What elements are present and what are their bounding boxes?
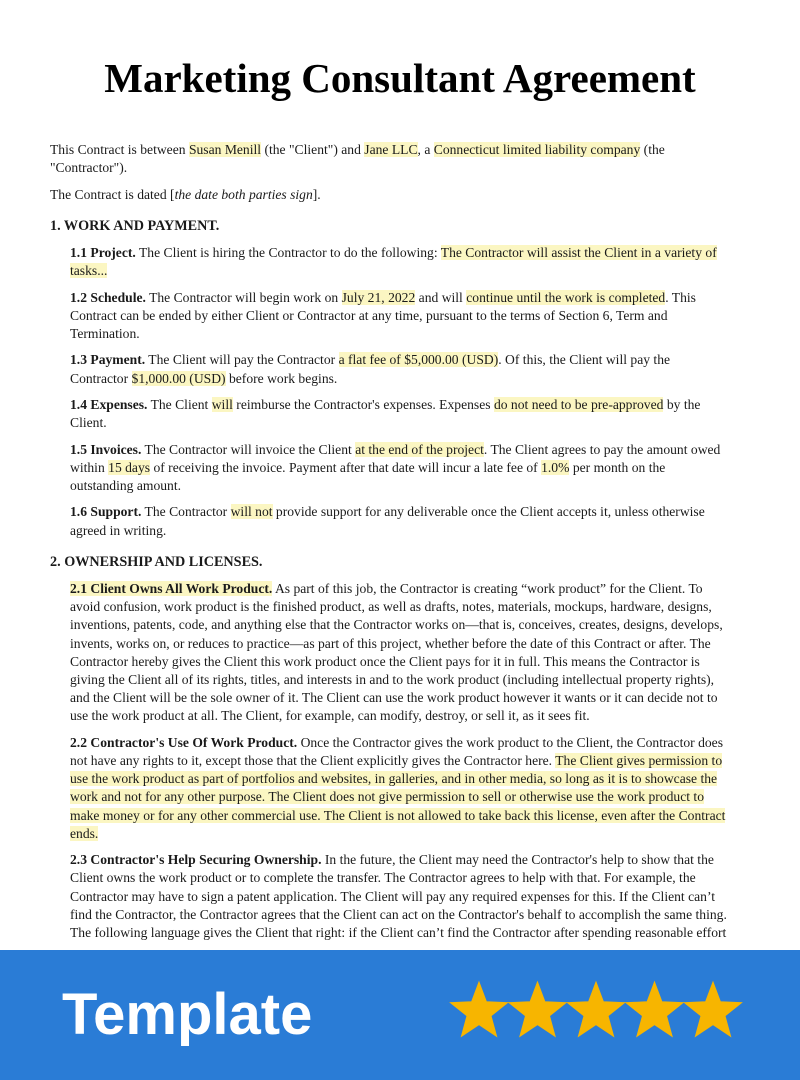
support-field: will not <box>230 504 273 520</box>
clause-support: 1.6 Support. The Contractor will not provide support for any deliverable once the Client accepts it, unless otherwise agreed in writing. <box>70 504 705 538</box>
payment-terms-field: 15 days <box>108 459 151 475</box>
star-icon <box>685 982 742 1036</box>
section-heading-ownership: 2. OWNERSHIP AND LICENSES. <box>50 553 263 570</box>
project-description-field: The Contractor will assist the Client in a variety of tasks... <box>70 245 717 279</box>
star-icon <box>568 982 625 1036</box>
clause-client-owns: 2.1 Client Owns All Work Product. As part of this job, the Contractor is creating “work product” for the Client. To avoid confusion, work product is the finished product, as well as drafts, notes, materials, mockups, hardware, designs, inventions, patents, code, and anything else that the Contractor works on—that is, conceives, creates, designs, develops, invents, works on, or reduces to practice—as part of this project, whether before the date of this Contract or after. The Contractor hereby gives the Client this work product once the Client pays for it in full. This means the Contractor is giving the Client all of its rights, titles, and interests in and to the work product (including intellectual property rights), and the Client will be the sole owner of it. The Client can use the work product however it wants or it can decide not to use the work product at all. The Client, for example, can modify, destroy, or sell it, as it sees fit. <box>70 580 723 724</box>
clause-expenses: 1.4 Expenses. The Client will reimburse the Contractor's expenses. Expenses do not need to be pre-approved by the Client. <box>70 396 701 431</box>
reimburse-field: will <box>211 396 233 412</box>
clause-schedule: 1.2 Schedule. The Contractor will begin work on July 21, 2022 and will continue until the work is completed. This Contract can be ended by either Client or Contractor at any time, pursuant to the terms of Section 6, Term and Termination. <box>70 289 696 341</box>
clause-invoices: 1.5 Invoices. The Contractor will invoice the Client at the end of the project. The Client agrees to pay the amount owed within 15 days of receiving the invoice. Payment after that date will incur a late fee of 1.0% per month on the outstanding amount. <box>70 441 721 493</box>
document-title: Marketing Consultant Agreement <box>104 55 696 101</box>
intro-paragraph: This Contract is between Susan Menill (the "Client") and Jane LLC, a Connecticut limited liability company (the "Contractor"). <box>50 142 665 176</box>
clause-label: 1.1 Project. <box>70 245 136 260</box>
section-heading-work-payment: 1. WORK AND PAYMENT. <box>50 217 220 234</box>
clause-label: 1.5 Invoices. <box>70 441 142 457</box>
preapproval-field: do not need to be pre-approved <box>493 396 664 412</box>
clause-help-securing: 2.3 Contractor's Help Securing Ownership. In the future, the Client may need the Contractor's help to show that the Client owns the work product or to complete the transfer. The Contractor agrees to help with that. For example, the Contractor may have to sign a patent application. The Client will pay any required expenses for this. If the Client can’t find the Contractor, the Contractor agrees that the Client can act on the Contractor's behalf to accomplish the same thing. The following language gives the Client that right: if the Client can’t find the Contractor after spending reasonable effort <box>70 852 727 941</box>
fee-field: a flat fee of $5,000.00 (USD) <box>338 352 499 368</box>
client-name-field: Susan Menill <box>188 142 262 157</box>
clause-payment: 1.3 Payment. The Client will pay the Contractor a flat fee of $5,000.00 (USD). Of this, the Client will pay the Contractor $1,000.00 (USD) before work begins. <box>70 352 671 386</box>
star-icon <box>626 982 683 1036</box>
invoice-timing-field: at the end of the project <box>355 441 484 457</box>
license-terms-field: The Client gives permission to use the work product as part of portfolios and websites, in galleries, and in other media, so long as it is to showcase the work and not for any other purpose. The Client does not give permission to sell or otherwise use the work product to make money or for any other commercial use. The Client is not allowed to take back this license, even after the Contract ends. <box>70 753 726 841</box>
clause-label: 1.3 Payment. <box>70 352 146 368</box>
clause-label: 2.2 Contractor's Use Of Work Product. <box>70 734 298 750</box>
star-icon <box>509 982 566 1036</box>
deposit-field: $1,000.00 (USD) <box>131 370 226 386</box>
contractor-type-field: Connecticut limited liability company <box>433 142 641 157</box>
start-date-field: July 21, 2022 <box>341 289 416 305</box>
clause-contractor-use: 2.2 Contractor's Use Of Work Product. Once the Contractor gives the work product to the Client, the Contractor does not have any rights to it, except those that the Client explicitly gives the Contractor here. The Client gives permission to use the work product as part of portfolios and websites, in galleries, and in other media, so long as it is to showcase the work and not for any other purpose. The Client does not give permission to sell or otherwise use the work product to make money or for any other commercial use. The Client is not allowed to take back this license, even after the Contract ends. <box>70 734 726 841</box>
template-banner <box>0 950 800 1080</box>
dated-paragraph: The Contract is dated [the date both parties sign]. <box>50 186 321 202</box>
clause-label: 1.6 Support. <box>70 504 142 520</box>
clause-label: 1.4 Expenses. <box>70 396 148 412</box>
clause-project: 1.1 Project. The Client is hiring the Contractor to do the following: The Contractor will assist the Client in a variety of tasks... <box>70 245 717 279</box>
clause-label: 2.1 Client Owns All Work Product. <box>70 580 273 596</box>
document-body <box>50 141 730 950</box>
date-placeholder: the date both parties sign <box>174 186 313 202</box>
end-condition-field: continue until the work is completed <box>466 289 666 305</box>
rating-stars <box>447 978 747 1042</box>
late-fee-field: 1.0% <box>541 459 570 475</box>
clause-label: 2.3 Contractor's Help Securing Ownership. <box>70 852 322 868</box>
star-icon <box>451 982 508 1036</box>
contractor-name-field: Jane LLC <box>364 142 418 157</box>
banner-label: Template <box>62 982 313 1047</box>
clause-label: 1.2 Schedule. <box>70 289 146 305</box>
